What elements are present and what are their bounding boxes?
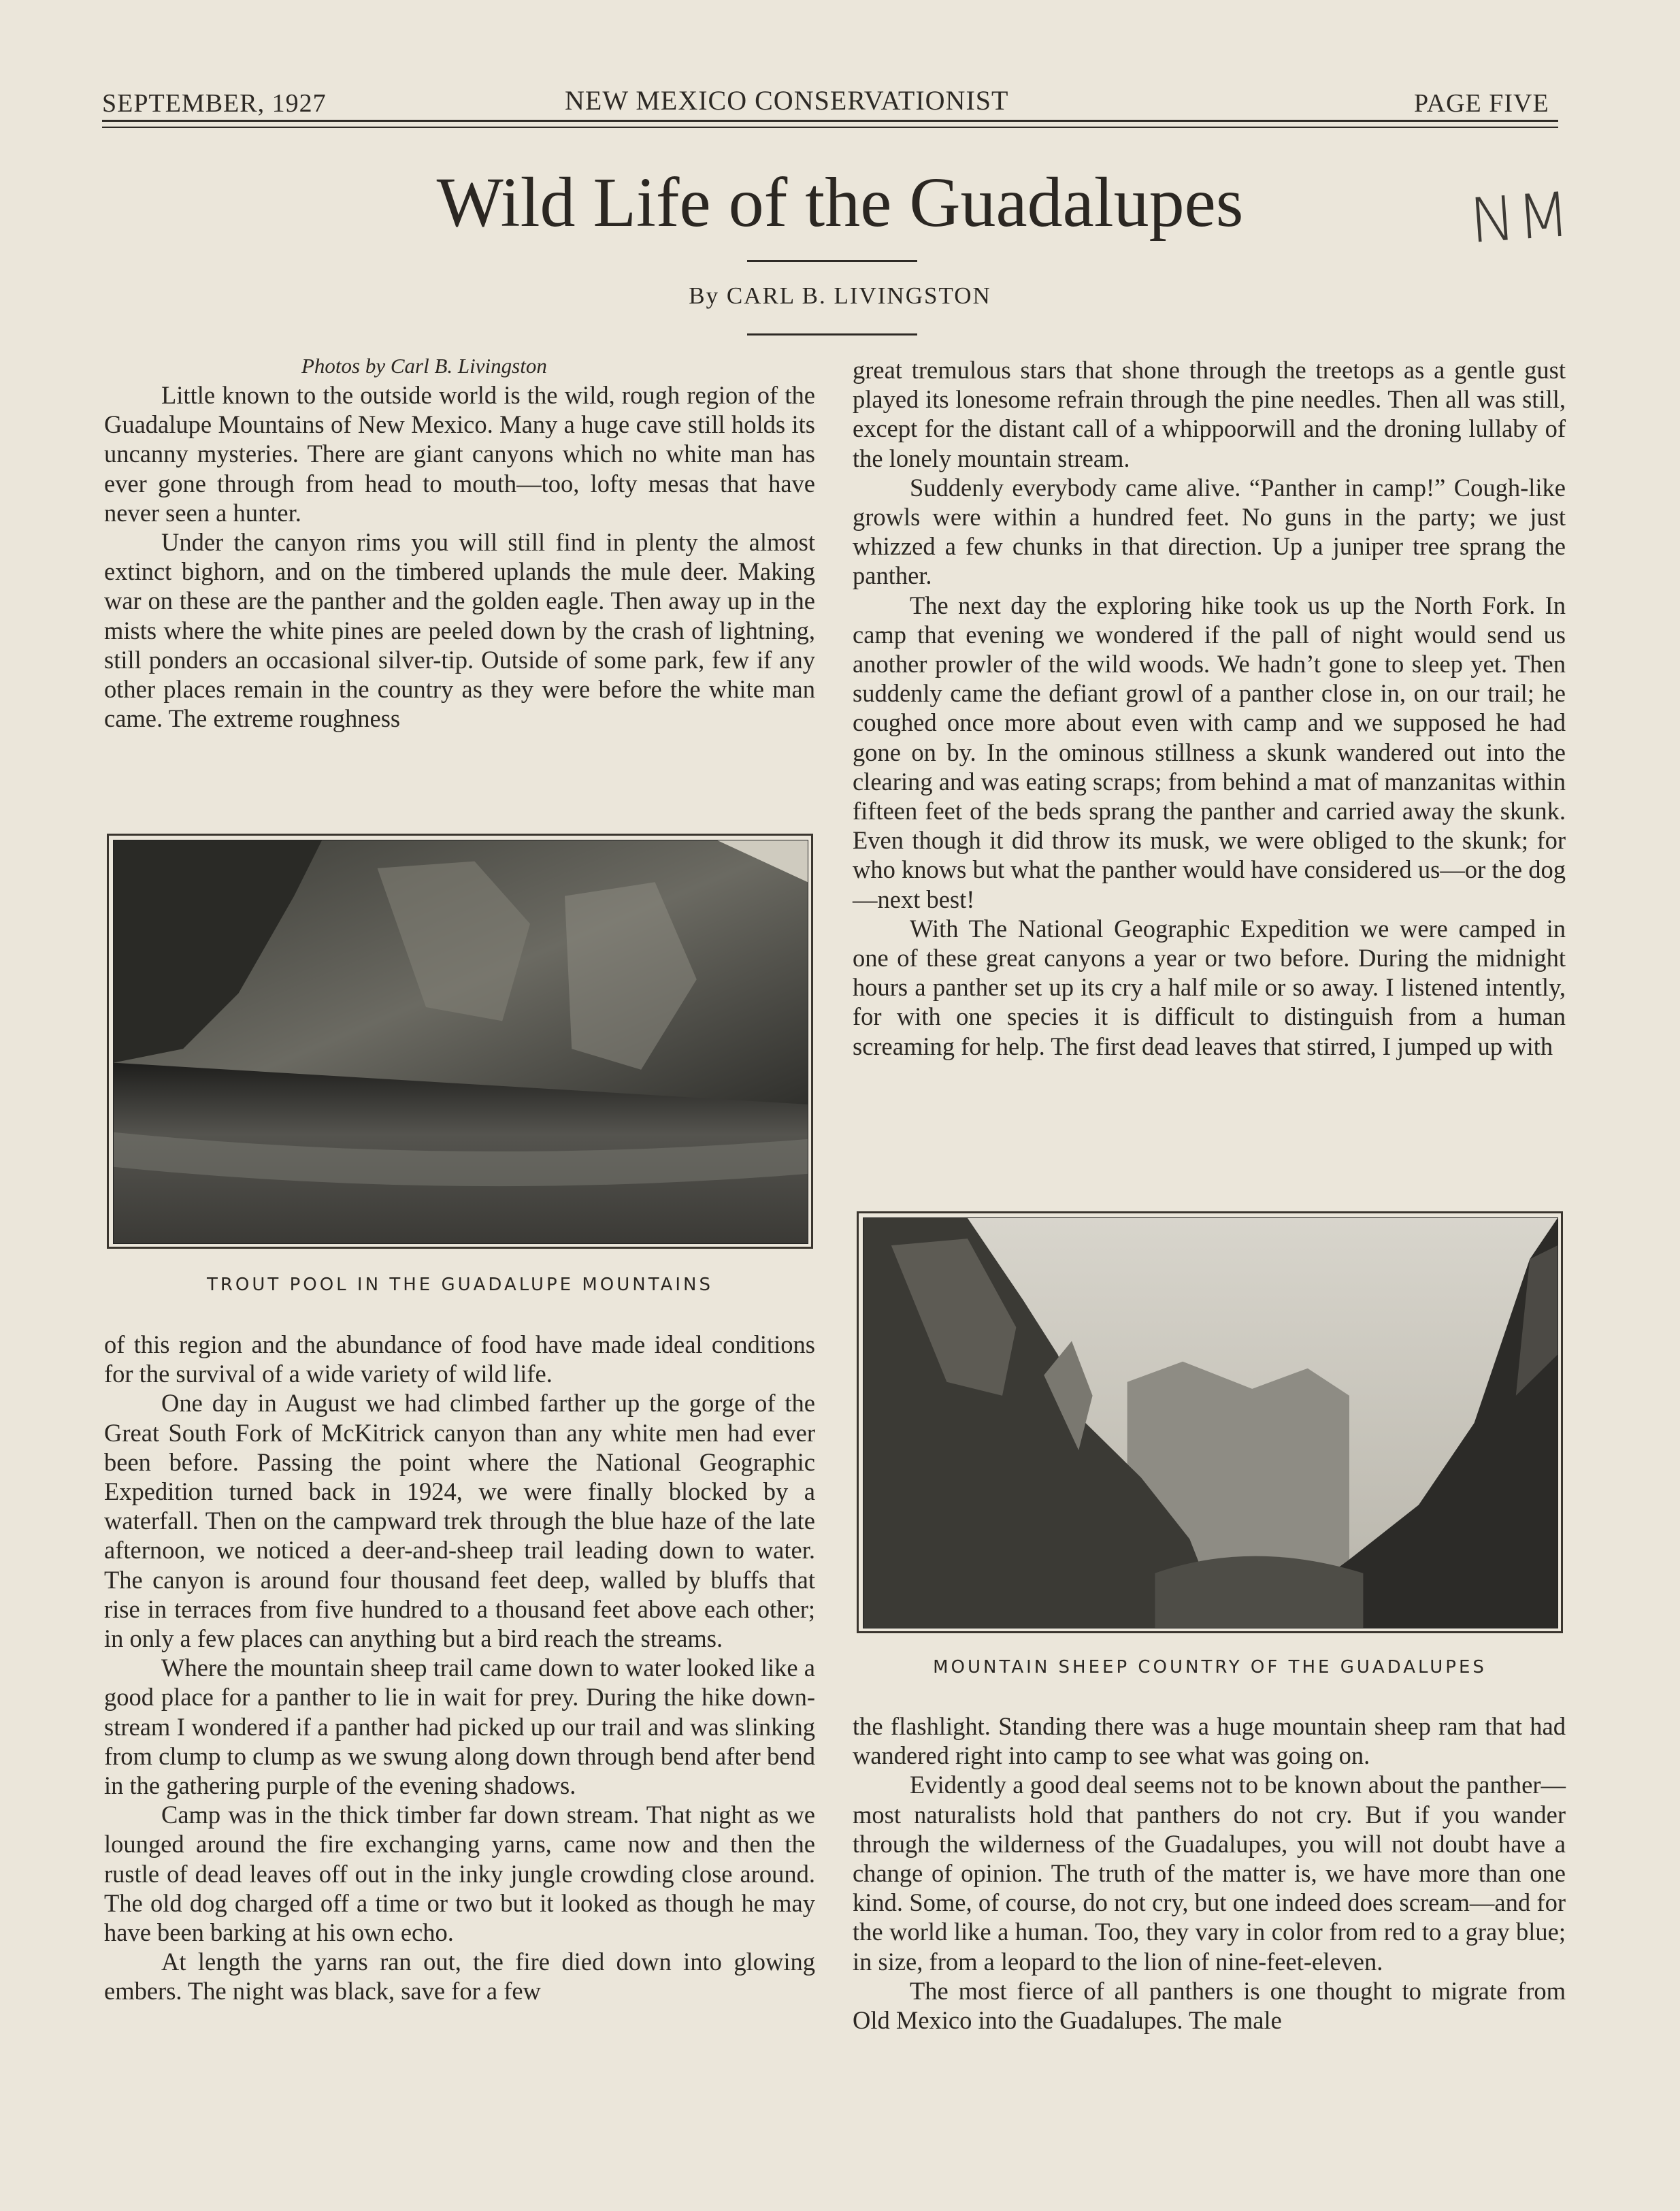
right-column-bottom	[853, 1712, 1566, 2035]
left-column-top	[104, 351, 815, 733]
paragraph: Under the canyon rims you will still find in plenty the almost extinct bighorn, and on the timbered uplands the mule deer. Making war on these are the panther and the golden eagle. Then away up in the mists where the white pines are peeled down by the crash of lightning, still ponders an occasional silver-tip. Outside of some park, few if any other places remain in the country as they were before the white man came. The extreme roughness	[104, 528, 815, 733]
header-date: SEPTEMBER, 1927	[102, 89, 327, 118]
paragraph: Where the mountain sheep trail came down to water looked like a good place for a panther to lie in wait for prey. During the hike down-stream I wondered if a panther had picked up our trail and was slinking from clump to clump as we swung along down through bend after bend in the gathering purple of the evening shadows.	[104, 1654, 815, 1800]
paragraph: the flashlight. Standing there was a huge mountain sheep ram that had wandered right into camp to see what was going on.	[853, 1712, 1566, 1770]
photo-credit: Photos by Carl B. Livingston	[301, 354, 547, 378]
sheep-country-caption: MOUNTAIN SHEEP COUNTRY OF THE GUADALUPES	[933, 1657, 1487, 1677]
article-title: Wild Life of the Guadalupes	[436, 163, 1244, 242]
trout-pool-image	[114, 840, 808, 1243]
paragraph: Evidently a good deal seems not to be known about the panther—most naturalists hold that panthers do not cry. But if you wander through the wilderness of the Guadalupes, you will not doubt have a change of opinion. The truth of the matter is, we have more than one kind. Some, of course, do not cry, but one indeed does scream—and for the world like a human. Too, they vary in color from red to a gray blue; in size, from a leopard to the lion of nine-feet-eleven.	[853, 1771, 1566, 1976]
header-publication: NEW MEXICO CONSERVATIONIST	[565, 85, 1009, 116]
paragraph: With The National Geographic Expedition we were camped in one of these great canyons a year or two before. During the midnight hours a panther set up its cry a half mile or so away. I listened intently, for with one species it is difficult to distinguish from a human screaming for help. The first dead leaves that stirred, I jumped up with	[853, 914, 1566, 1060]
handwritten-annotation: NM	[1467, 178, 1574, 258]
header-page-number: PAGE FIVE	[1414, 89, 1549, 118]
paragraph: Little known to the outside world is the wild, rough region of the Guadalupe Mountains of New Mexico. Many a huge cave still holds its uncanny mysteries. There are giant canyons which no white man has ever gone through from head to mouth—too, lofty mesas that have never seen a hunter.	[104, 381, 815, 527]
right-column-top	[853, 355, 1566, 1061]
paragraph: One day in August we had climbed farther up the gorge of the Great South Fork of McKitrick canyon than any white men had ever been before. Passing the point where the National Geographic Expedition turned back in 1924, we were finally blocked by a waterfall. Then on the campward trek through the blue haze of the late afternoon, we noticed a deer-and-sheep trail leading down to water. The canyon is around four thousand feet deep, walled by bluffs that rise in terraces from five hundred to a thousand feet above each other; in only a few places can anything but a bird reach the streams.	[104, 1389, 815, 1653]
trout-pool-photo	[107, 834, 813, 1249]
header-rule-top	[102, 120, 1558, 122]
header-rule-bottom	[102, 127, 1558, 128]
sheep-country-image	[863, 1218, 1558, 1628]
paragraph: Camp was in the thick timber far down stream. That night as we lounged around the fire exchanging yarns, came now and then the rustle of dead leaves off out in the inky jungle crowding close around. The old dog charged off a time or two but it looked as though he may have been barking at his own echo.	[104, 1801, 815, 1947]
paragraph: great tremulous stars that shone through the treetops as a gentle gust played its lonesome refrain through the pine needles. Then all was still, except for the distant call of a whippoorwill and the droning lullaby of the lonely mountain stream.	[853, 356, 1566, 472]
paragraph: At length the yarns ran out, the fire died down into glowing embers. The night was black, save for a few	[104, 1948, 815, 2005]
paragraph: The most fierce of all panthers is one thought to migrate from Old Mexico into the Guadalupes. The male	[853, 1976, 1566, 2035]
title-divider	[747, 260, 917, 262]
trout-pool-caption: TROUT POOL IN THE GUADALUPE MOUNTAINS	[206, 1275, 713, 1295]
sheep-country-photo	[857, 1211, 1563, 1633]
left-column-bottom	[104, 1330, 815, 2006]
paragraph: Suddenly everybody came alive. “Panther in camp!” Cough-like growls were within a hundred feet. No guns in the party; we just whizzed a few chunks in that direction. Up a juniper tree sprang the panther.	[853, 473, 1566, 590]
byline-divider	[747, 333, 917, 335]
paragraph: of this region and the abundance of food have made ideal conditions for the survival of a wide variety of wild life.	[104, 1330, 815, 1388]
article-byline: By CARL B. LIVINGSTON	[689, 282, 991, 309]
paragraph: The next day the exploring hike took us up the North Fork. In camp that evening we wondered if the pall of night would send us another prowler of the wild woods. We hadn’t gone to sleep yet. Then suddenly came the defiant growl of a panther close in, on our trail; he coughed once more about even with camp and we supposed he had gone on by. In the ominous stillness a skunk wandered out into the clearing and was eating scraps; from behind a mat of manzanitas within fifteen feet of the beds sprang the panther and carried away the skunk. Even though it did throw its musk, we were obliged to the skunk; for who knows but what the panther would have considered us—or the dog—next best!	[853, 591, 1566, 913]
